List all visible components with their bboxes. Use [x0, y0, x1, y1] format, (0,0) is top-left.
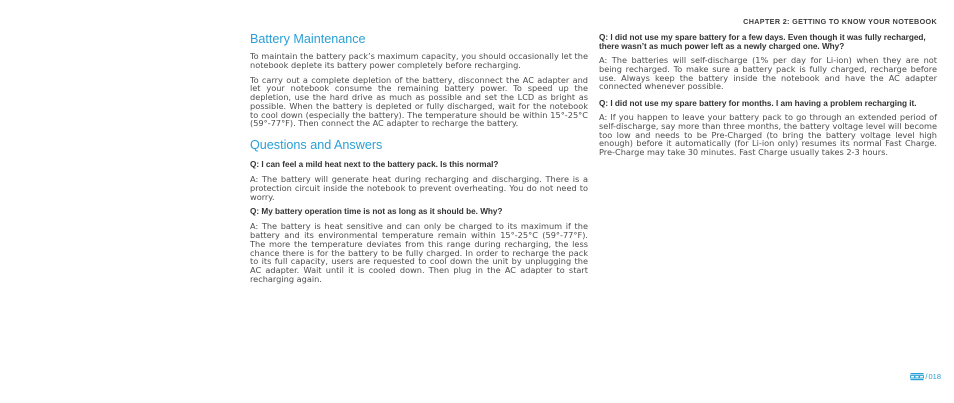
- page-separator: /: [925, 372, 928, 381]
- answer-1: A: The battery will generate heat during recharging and discharging. There is a protection circuit inside the notebook to prevent overheating. You do not need to worry.: [250, 174, 588, 202]
- left-column: [250, 32, 588, 290]
- right-column: [599, 33, 937, 165]
- battery-maintenance-paragraph-2: To carry out a complete depletion of the battery, disconnect the AC adapter and let your notebook consume the remaining battery power. To speed up the depletion, use the hard drive as much as possible and set the LCD as bright as possible. When the battery is depleted or fully discharged, wait for the notebook to cool down (especially the battery). The temperature should be within 15°-25°C (59°-77°F). Then connect the AC adapter to recharge the battery.: [250, 74, 588, 129]
- question-3: Q: I did not use my spare battery for a few days. Even though it was fully recharged, there wasn’t as much power left as a newly charged one. Why?: [599, 33, 926, 51]
- answer-2: A: The battery is heat sensitive and can only be charged to its maximum if the battery and its environmental temperature remain within 15°-25°C (59°-77°F). The more the temperature deviates from this range during recharging, the less chance there is for the battery to be fully charged. In order to recharge the pack to its full capacity, users are requested to cool down the unit by unplugging the AC adapter. Wait until it is cooled down. Then plug in the AC adapter to start recharging again.: [250, 221, 588, 284]
- brand-logo-icon: [910, 372, 924, 381]
- question-1: Q: I can feel a mild heat next to the battery pack. Is this normal?: [250, 160, 499, 169]
- answer-3: A: The batteries will self-discharge (1% per day for Li-ion) when they are not being recharged. To make sure a battery pack is fully charged, recharge before use. Always keep the battery inside the notebook and have the AC adapter connected whenever possible.: [599, 55, 937, 92]
- question-4: Q: I did not use my spare battery for months. I am having a problem recharging it.: [599, 99, 917, 108]
- battery-maintenance-heading: Battery Maintenance: [250, 32, 366, 46]
- answer-4: A: If you happen to leave your battery pack to go through an extended period of self-discharge, say more than three months, the battery voltage level will become too low and needs to be Pre-Charged (to bring the battery voltage level high enough) before it automatically (for Li-ion only) resumes its normal Fast Charge. Pre-Charge may take 30 minutes. Fast Charge usually takes 2-3 hours.: [599, 112, 937, 157]
- page-number: 018: [928, 372, 941, 381]
- page-footer: [910, 372, 941, 381]
- question-2: Q: My battery operation time is not as long as it should be. Why?: [250, 207, 503, 217]
- questions-answers-heading: Questions and Answers: [250, 138, 383, 152]
- battery-maintenance-paragraph-1: To maintain the battery pack’s maximum capacity, you should occasionally let the notebook deplete its battery power completely before recharging.: [250, 51, 588, 70]
- chapter-header: CHAPTER 2: GETTING TO KNOW YOUR NOTEBOOK: [743, 17, 937, 26]
